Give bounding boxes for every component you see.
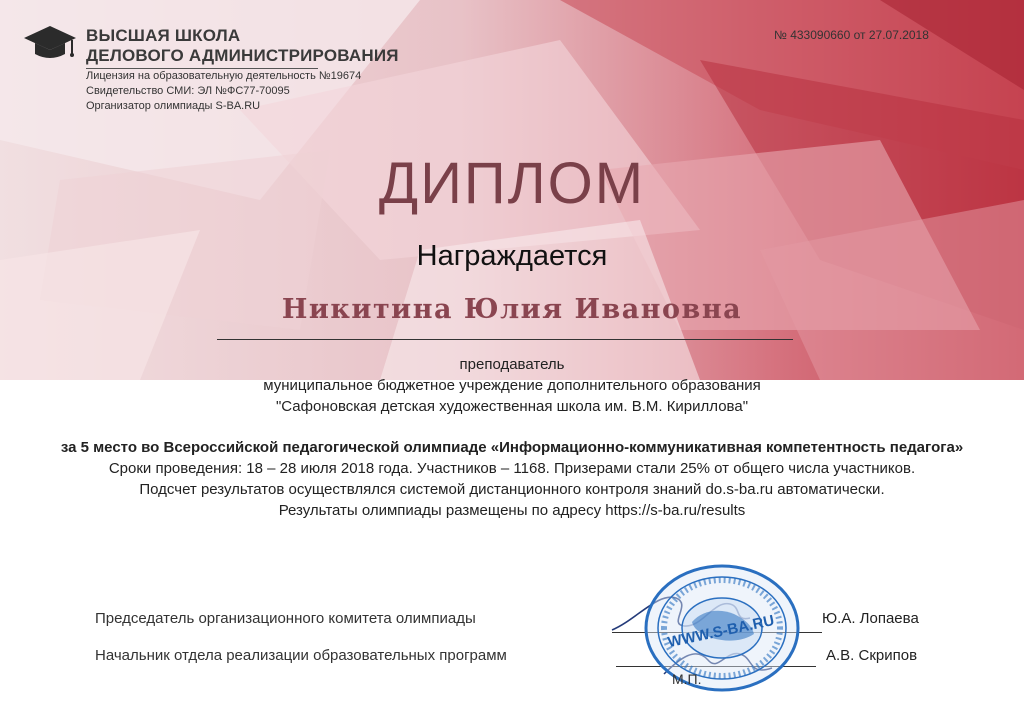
institution-line2: "Сафоновская детская художественная школа им. В.М. Кириллова" bbox=[275, 398, 749, 415]
results-link: Результаты олимпиады размещены по адресу https://s-ba.ru/results bbox=[278, 502, 746, 519]
document-number: № 433090660 от 27.07.2018 bbox=[774, 28, 929, 42]
chairman-role: Председатель организационного комитета олимпиады bbox=[95, 610, 476, 627]
recipient-name: Никитина Юлия Ивановна bbox=[281, 294, 743, 325]
graduation-cap-logo-icon bbox=[22, 24, 78, 64]
recipient-position bbox=[0, 354, 1024, 417]
department-head-role: Начальник отдела реализации образовательных программ bbox=[95, 647, 507, 664]
organizer-text: Организатор олимпиады S-BA.RU bbox=[86, 100, 261, 112]
organization-details bbox=[86, 69, 361, 114]
olympiad-dates: Сроки проведения: 18 – 28 июля 2018 года. Участников – 1168. Призерами стали 25% от общего числа участников. bbox=[108, 460, 916, 477]
institution-line1: муниципальное бюджетное учреждение дополнительного образования bbox=[263, 377, 761, 394]
organization-name bbox=[86, 26, 399, 66]
diploma-title: ДИПЛОМ bbox=[378, 151, 646, 216]
results-method: Подсчет результатов осуществлялся системой дистанционного контроля знаний do.s-ba.ru автоматически. bbox=[139, 481, 885, 498]
achievement-place: за 5 место во Всероссийской педагогической олимпиаде «Информационно-коммуникативная компетентность педагога» bbox=[60, 439, 964, 456]
official-stamp-icon bbox=[642, 562, 802, 694]
seal-place-label: М.П. bbox=[672, 671, 702, 687]
chairman-name: Ю.А. Лопаева bbox=[822, 610, 919, 627]
organization-name-line1: ВЫСШАЯ ШКОЛА bbox=[86, 26, 241, 45]
organization-name-line2: ДЕЛОВОГО АДМИНИСТРИРОВАНИЯ bbox=[86, 46, 399, 65]
achievement-block bbox=[0, 437, 1024, 521]
media-certificate-text: Свидетельство СМИ: ЭЛ №ФС77-70095 bbox=[86, 85, 290, 97]
recipient-role: преподаватель bbox=[459, 356, 565, 373]
department-head-name: А.В. Скрипов bbox=[826, 647, 918, 664]
recipient-underline bbox=[217, 339, 793, 340]
awarded-label: Награждается bbox=[416, 240, 608, 272]
license-text: Лицензия на образовательную деятельность №19674 bbox=[86, 70, 362, 82]
stamp-text: WWW.S-BA.RU bbox=[666, 612, 776, 652]
